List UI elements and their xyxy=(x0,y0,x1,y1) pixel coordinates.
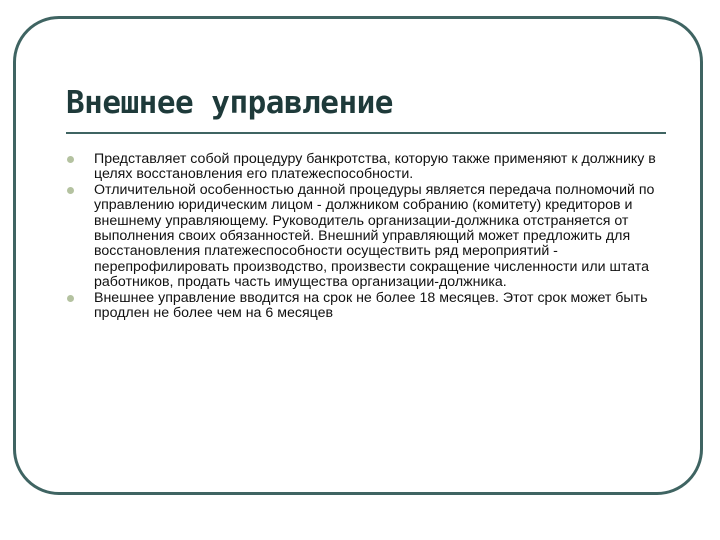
title-divider xyxy=(66,132,666,134)
bullet-text: Внешнее управление вводится на срок не более 18 месяцев. Этот срок может быть продлен не более чем на 6 месяцев xyxy=(94,289,648,322)
bullet-dot-icon xyxy=(67,295,74,302)
bullet-text: Представляет собой процедуру банкротства, которую также применяют к должнику в целях восстановления его платежеспособности. xyxy=(94,151,656,183)
bullet-dot-icon xyxy=(67,187,74,194)
slide-title: Внешнее управление xyxy=(66,85,393,121)
bullet-item xyxy=(66,291,666,322)
bullet-item xyxy=(66,152,666,183)
bullet-text: Отличительной особенностью данной процедуры является передача полномочий по управлению юридическим лицом - должником собранию (комитету) кредиторов и внешнему управляющему. Руководитель организации-должника отстраняется от выполнения своих обязанностей. Внешний управляющий может предложить для восстановления платежеспособности осуществить ряд мероприятий - перепрофилировать производство, произвести сокращение численности или штата работников, продать часть имущества организации-должника. xyxy=(94,181,655,291)
bullet-dot-icon xyxy=(67,156,74,163)
bullet-list xyxy=(66,152,666,321)
bullet-item xyxy=(66,183,666,291)
